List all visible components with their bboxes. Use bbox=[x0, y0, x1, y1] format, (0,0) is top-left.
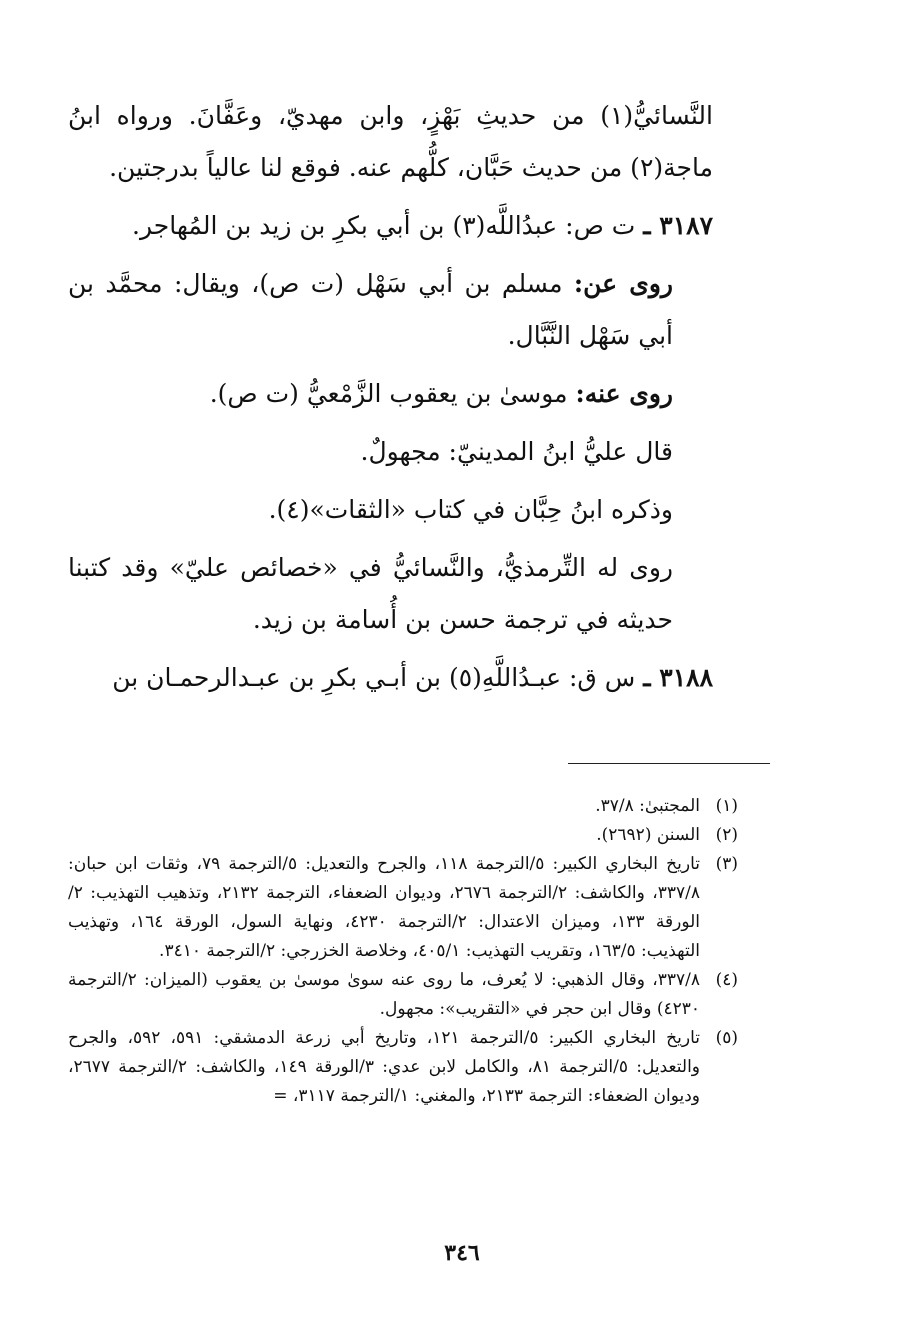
label: روى عن: bbox=[573, 269, 673, 298]
entry-title: س ق: عبـدُاللَّهِ(٥) بن أبـي بكرِ بن عبـدالرحمـان بن bbox=[112, 663, 636, 692]
narrated-from bbox=[68, 258, 713, 362]
entry-title: ت ص: عبدُاللَّه(٣) بن أبي بكرِ بن زيد بن المُهاجر. bbox=[132, 211, 636, 240]
paragraph: وذكره ابنُ حِبَّان في كتاب «الثقات»(٤). bbox=[268, 495, 673, 524]
main-text bbox=[68, 90, 713, 710]
paragraph: النَّسائيُّ(١) من حديثِ بَهْزٍ، وابن مهديّ، وعَفَّانَ. ورواه ابنُ ماجة(٢) من حديث حَبَّان، كلُّهم عنه. فوقع لنا عالياً بدرجتين. bbox=[68, 101, 713, 182]
paragraph-text: موسىٰ بن يعقوب الزَّمْعيُّ (ت ص). bbox=[209, 379, 568, 408]
label: روى عنه: bbox=[575, 379, 673, 408]
footnote bbox=[68, 1024, 738, 1111]
footnote-text: السنن (٢٦٩٢). bbox=[596, 825, 700, 845]
footnote-number: (٤) bbox=[715, 970, 738, 990]
footnote-number: (٣) bbox=[715, 854, 738, 874]
footnote-text: المجتبىٰ: ٣٧/٨. bbox=[595, 796, 700, 816]
footnote-text: تاريخ البخاري الكبير: ٥/الترجمة ١١٨، والجرح والتعديل: ٥/الترجمة ٧٩، وثقات ابن حبان: ٣٣٧/٨، والكاشف: ٢/الترجمة ٢٦٧٦، وديوان الضعفاء، الترجمة ٢١٣٢، وتذهيب التهذيب: ٢/الورقة ١٣٣، وميزان الاعتدال: ٢/الترجمة ٤٢٣٠، ونهاية السول، الورقة ١٦٤، وتهذيب التهذيب: ١٦٣/٥، وتقريب التهذيب: ٤٠٥/١، وخلاصة الخزرجي: ٢/الترجمة ٣٤١٠. bbox=[68, 854, 701, 961]
page-number: ٣٤٦ bbox=[444, 1240, 480, 1266]
entry-number: ٣١٨٨ ـ bbox=[643, 663, 713, 692]
footnote-text: تاريخ البخاري الكبير: ٥/الترجمة ١٢١، وتاريخ أبي زرعة الدمشقي: ٥٩١، ٥٩٢، والجرح والتعديل: ٥/الترجمة ٨١، والكامل لابن عدي: ٣/الورقة ١٤٩، والكاشف: ٢/الترجمة ٢٦٧٧، وديوان الضعفاء: الترجمة ٢١٣٣، والمغني: ١/الترجمة ٣١١٧، = bbox=[68, 1028, 701, 1106]
footnote-number: (٥) bbox=[715, 1028, 738, 1048]
narrated-by bbox=[68, 368, 713, 420]
footnote-separator bbox=[568, 763, 770, 764]
footnote bbox=[68, 966, 738, 1024]
footnote bbox=[68, 792, 738, 821]
footnote bbox=[68, 821, 738, 850]
footnote-number: (١) bbox=[715, 796, 738, 816]
entry-number: ٣١٨٧ ـ bbox=[643, 211, 713, 240]
footnote-text: ٣٣٧/٨، وقال الذهبي: لا يُعرف، ما روى عنه سوىٰ موسىٰ بن يعقوب (الميزان: ٢/الترجمة ٤٢٣٠) وقال ابن حجر في «التقريب»: مجهول. bbox=[68, 970, 700, 1019]
entry-3187 bbox=[68, 200, 713, 252]
entry-3188 bbox=[68, 652, 713, 704]
paragraph: قال عليُّ ابنُ المدينيّ: مجهولٌ. bbox=[360, 437, 673, 466]
footnotes bbox=[68, 792, 738, 1111]
footnote bbox=[68, 850, 738, 966]
footnote-number: (٢) bbox=[715, 825, 738, 845]
paragraph-text: مسلم بن أبي سَهْل (ت ص)، ويقال: محمَّد بن أبي سَهْل النَّبَّال. bbox=[68, 269, 673, 350]
paragraph: روى له التِّرمذيُّ، والنَّسائيُّ في «خصائص عليّ» وقد كتبنا حديثه في ترجمة حسن بن أُسامة بن زيد. bbox=[68, 553, 673, 634]
